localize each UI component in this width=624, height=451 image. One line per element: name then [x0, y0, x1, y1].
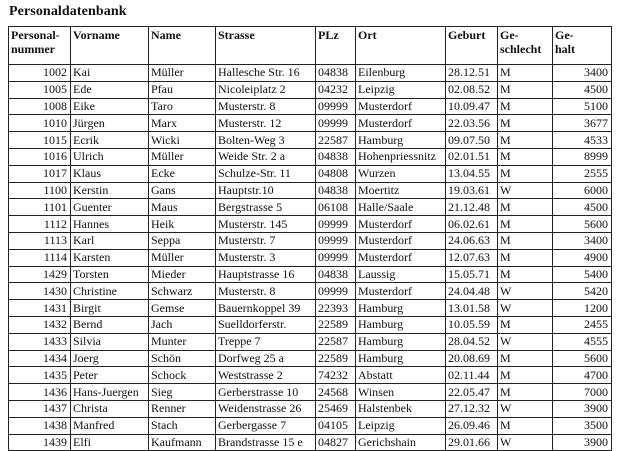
- cell-plz: 22393: [316, 300, 356, 317]
- cell-strasse: Hauptstr.10: [216, 182, 316, 199]
- cell-geschlecht: M: [498, 165, 553, 182]
- cell-vorname: Hans-Juergen: [71, 384, 149, 401]
- cell-ort: Musterdorf: [356, 216, 446, 233]
- cell-geschlecht: W: [498, 333, 553, 350]
- cell-strasse: Weide Str. 2 a: [216, 148, 316, 165]
- cell-plz: 04232: [316, 81, 356, 98]
- cell-geburt: 22.03.56: [446, 115, 498, 132]
- cell-plz: 22587: [316, 132, 356, 149]
- cell-name: Heik: [149, 216, 216, 233]
- cell-strasse: Suelldorferstr.: [216, 316, 316, 333]
- cell-geburt: 29.01.66: [446, 434, 498, 451]
- cell-gehalt: 6000: [553, 182, 612, 199]
- table-row: [9, 384, 612, 401]
- cell-plz: 04838: [316, 182, 356, 199]
- cell-plz: 09999: [316, 283, 356, 300]
- cell-geburt: 24.04.48: [446, 283, 498, 300]
- cell-ort: Musterdorf: [356, 249, 446, 266]
- cell-gehalt: 5400: [553, 266, 612, 283]
- cell-plz: 09999: [316, 249, 356, 266]
- cell-personalnummer: 1430: [9, 283, 71, 300]
- cell-name: Pfau: [149, 81, 216, 98]
- header-geschlecht-label: Ge- schlecht: [500, 28, 542, 56]
- cell-gehalt: 7000: [553, 384, 612, 401]
- cell-name: Seppa: [149, 232, 216, 249]
- cell-plz: 09999: [316, 232, 356, 249]
- cell-strasse: Musterstr. 12: [216, 115, 316, 132]
- header-strasse-label: Strasse: [218, 28, 255, 42]
- cell-strasse: Musterstr. 3: [216, 249, 316, 266]
- cell-geschlecht: M: [498, 350, 553, 367]
- table-row: [9, 434, 612, 451]
- cell-vorname: Ede: [71, 81, 149, 98]
- cell-geschlecht: M: [498, 417, 553, 434]
- cell-gehalt: 3400: [553, 65, 612, 82]
- cell-geschlecht: M: [498, 65, 553, 82]
- cell-geburt: 22.05.47: [446, 384, 498, 401]
- table-row: [9, 199, 612, 216]
- cell-personalnummer: 1436: [9, 384, 71, 401]
- cell-plz: 04827: [316, 434, 356, 451]
- cell-personalnummer: 1431: [9, 300, 71, 317]
- table-row: [9, 417, 612, 434]
- cell-plz: 04808: [316, 165, 356, 182]
- cell-strasse: Bauernkoppel 39: [216, 300, 316, 317]
- cell-vorname: Guenter: [71, 199, 149, 216]
- cell-plz: 22589: [316, 350, 356, 367]
- cell-geburt: 10.05.59: [446, 316, 498, 333]
- cell-vorname: Joerg: [71, 350, 149, 367]
- cell-vorname: Kai: [71, 65, 149, 82]
- cell-geburt: 02.08.52: [446, 81, 498, 98]
- cell-gehalt: 4500: [553, 199, 612, 216]
- cell-geschlecht: M: [498, 115, 553, 132]
- cell-plz: 24568: [316, 384, 356, 401]
- cell-vorname: Bernd: [71, 316, 149, 333]
- header-ort: [356, 27, 446, 65]
- cell-personalnummer: 1100: [9, 182, 71, 199]
- header-ort-label: Ort: [358, 28, 377, 42]
- cell-strasse: Nicoleiplatz 2: [216, 81, 316, 98]
- table-row: [9, 81, 612, 98]
- cell-geschlecht: M: [498, 232, 553, 249]
- cell-vorname: Torsten: [71, 266, 149, 283]
- cell-geschlecht: M: [498, 132, 553, 149]
- header-name: [149, 27, 216, 65]
- table-row: [9, 132, 612, 149]
- cell-name: Jach: [149, 316, 216, 333]
- cell-gehalt: 4900: [553, 249, 612, 266]
- cell-ort: Moertitz: [356, 182, 446, 199]
- cell-gehalt: 3500: [553, 417, 612, 434]
- table-row: [9, 182, 612, 199]
- cell-gehalt: 4555: [553, 333, 612, 350]
- cell-geburt: 28.12.51: [446, 65, 498, 82]
- cell-gehalt: 3400: [553, 232, 612, 249]
- cell-strasse: Schulze-Str. 11: [216, 165, 316, 182]
- cell-personalnummer: 1002: [9, 65, 71, 82]
- cell-geburt: 02.11.44: [446, 367, 498, 384]
- cell-geschlecht: M: [498, 199, 553, 216]
- table-row: [9, 333, 612, 350]
- cell-plz: 09999: [316, 98, 356, 115]
- cell-gehalt: 2555: [553, 165, 612, 182]
- cell-ort: Hamburg: [356, 333, 446, 350]
- cell-geschlecht: M: [498, 367, 553, 384]
- cell-personalnummer: 1008: [9, 98, 71, 115]
- cell-plz: 09999: [316, 115, 356, 132]
- cell-name: Munter: [149, 333, 216, 350]
- cell-geschlecht: W: [498, 300, 553, 317]
- cell-gehalt: 5600: [553, 216, 612, 233]
- cell-strasse: Musterstr. 8: [216, 98, 316, 115]
- cell-ort: Hamburg: [356, 316, 446, 333]
- cell-geburt: 19.03.61: [446, 182, 498, 199]
- table-row: [9, 249, 612, 266]
- cell-vorname: Manfred: [71, 417, 149, 434]
- cell-personalnummer: 1005: [9, 81, 71, 98]
- cell-geschlecht: M: [498, 266, 553, 283]
- cell-strasse: Bolten-Weg 3: [216, 132, 316, 149]
- cell-geburt: 12.07.63: [446, 249, 498, 266]
- header-vorname: [71, 27, 149, 65]
- cell-strasse: Hallesche Str. 16: [216, 65, 316, 82]
- table-row: [9, 316, 612, 333]
- cell-personalnummer: 1438: [9, 417, 71, 434]
- cell-plz: 25469: [316, 400, 356, 417]
- table-row: [9, 216, 612, 233]
- header-gehalt-label: Ge- halt: [555, 28, 576, 56]
- cell-geburt: 13.01.58: [446, 300, 498, 317]
- cell-name: Müller: [149, 249, 216, 266]
- cell-vorname: Christa: [71, 400, 149, 417]
- cell-strasse: Brandstrasse 15 e: [216, 434, 316, 451]
- table-row: [9, 266, 612, 283]
- cell-vorname: Silvia: [71, 333, 149, 350]
- cell-name: Schön: [149, 350, 216, 367]
- cell-geschlecht: M: [498, 384, 553, 401]
- cell-strasse: Musterstr. 7: [216, 232, 316, 249]
- cell-geschlecht: W: [498, 182, 553, 199]
- cell-personalnummer: 1112: [9, 216, 71, 233]
- cell-ort: Hohenpriessnitz: [356, 148, 446, 165]
- table-row: [9, 350, 612, 367]
- cell-ort: Musterdorf: [356, 115, 446, 132]
- page-title: Personaldatenbank: [9, 4, 127, 19]
- cell-name: Marx: [149, 115, 216, 132]
- cell-geburt: 06.02.61: [446, 216, 498, 233]
- cell-geschlecht: W: [498, 283, 553, 300]
- cell-gehalt: 5600: [553, 350, 612, 367]
- header-personalnummer: [9, 27, 71, 65]
- cell-personalnummer: 1114: [9, 249, 71, 266]
- cell-ort: Winsen: [356, 384, 446, 401]
- cell-gehalt: 3900: [553, 400, 612, 417]
- personnel-table: [8, 26, 612, 451]
- cell-gehalt: 1200: [553, 300, 612, 317]
- cell-geburt: 24.06.63: [446, 232, 498, 249]
- cell-geburt: 13.04.55: [446, 165, 498, 182]
- cell-personalnummer: 1113: [9, 232, 71, 249]
- cell-gehalt: 3677: [553, 115, 612, 132]
- cell-geschlecht: M: [498, 98, 553, 115]
- cell-plz: 22587: [316, 333, 356, 350]
- cell-gehalt: 8999: [553, 148, 612, 165]
- cell-vorname: Birgit: [71, 300, 149, 317]
- cell-name: Gemse: [149, 300, 216, 317]
- cell-vorname: Peter: [71, 367, 149, 384]
- cell-name: Müller: [149, 65, 216, 82]
- cell-geschlecht: M: [498, 249, 553, 266]
- header-plz-label: PLz: [318, 28, 339, 42]
- cell-plz: 22589: [316, 316, 356, 333]
- cell-strasse: Treppe 7: [216, 333, 316, 350]
- cell-name: Gans: [149, 182, 216, 199]
- cell-name: Taro: [149, 98, 216, 115]
- header-row: [9, 27, 612, 65]
- cell-ort: Hamburg: [356, 132, 446, 149]
- cell-personalnummer: 1015: [9, 132, 71, 149]
- cell-geschlecht: M: [498, 216, 553, 233]
- cell-personalnummer: 1429: [9, 266, 71, 283]
- cell-personalnummer: 1432: [9, 316, 71, 333]
- cell-geburt: 09.07.50: [446, 132, 498, 149]
- header-strasse: [216, 27, 316, 65]
- cell-vorname: Jürgen: [71, 115, 149, 132]
- cell-ort: Halle/Saale: [356, 199, 446, 216]
- cell-personalnummer: 1434: [9, 350, 71, 367]
- table-row: [9, 165, 612, 182]
- cell-name: Schwarz: [149, 283, 216, 300]
- cell-geburt: 27.12.32: [446, 400, 498, 417]
- table-row: [9, 283, 612, 300]
- cell-geburt: 10.09.47: [446, 98, 498, 115]
- cell-geburt: 15.05.71: [446, 266, 498, 283]
- table-body: [9, 65, 612, 451]
- cell-gehalt: 4533: [553, 132, 612, 149]
- cell-gehalt: 4700: [553, 367, 612, 384]
- cell-plz: 09999: [316, 216, 356, 233]
- cell-vorname: Christine: [71, 283, 149, 300]
- cell-geschlecht: M: [498, 148, 553, 165]
- header-geburt-label: Geburt: [448, 28, 486, 42]
- cell-vorname: Kerstin: [71, 182, 149, 199]
- cell-ort: Laussig: [356, 266, 446, 283]
- cell-ort: Hamburg: [356, 350, 446, 367]
- cell-vorname: Karl: [71, 232, 149, 249]
- cell-vorname: Hannes: [71, 216, 149, 233]
- cell-personalnummer: 1435: [9, 367, 71, 384]
- cell-name: Maus: [149, 199, 216, 216]
- cell-strasse: Bergstrasse 5: [216, 199, 316, 216]
- cell-personalnummer: 1101: [9, 199, 71, 216]
- cell-strasse: Musterstr. 145: [216, 216, 316, 233]
- cell-plz: 06108: [316, 199, 356, 216]
- cell-strasse: Hauptstrasse 16: [216, 266, 316, 283]
- cell-gehalt: 5100: [553, 98, 612, 115]
- cell-name: Stach: [149, 417, 216, 434]
- cell-ort: Musterdorf: [356, 283, 446, 300]
- table-row: [9, 367, 612, 384]
- cell-ort: Leipzig: [356, 417, 446, 434]
- cell-plz: 74232: [316, 367, 356, 384]
- cell-name: Ecke: [149, 165, 216, 182]
- header-geburt: [446, 27, 498, 65]
- cell-personalnummer: 1017: [9, 165, 71, 182]
- cell-geschlecht: W: [498, 434, 553, 451]
- cell-gehalt: 2455: [553, 316, 612, 333]
- header-geschlecht: [498, 27, 553, 65]
- cell-ort: Hamburg: [356, 300, 446, 317]
- cell-geschlecht: W: [498, 400, 553, 417]
- cell-personalnummer: 1010: [9, 115, 71, 132]
- cell-ort: Gerichshain: [356, 434, 446, 451]
- table-row: [9, 115, 612, 132]
- cell-strasse: Gerbergasse 7: [216, 417, 316, 434]
- header-gehalt: [553, 27, 612, 65]
- cell-ort: Halstenbek: [356, 400, 446, 417]
- cell-geschlecht: M: [498, 81, 553, 98]
- header-vorname-label: Vorname: [73, 28, 120, 42]
- cell-gehalt: 3900: [553, 434, 612, 451]
- table-row: [9, 300, 612, 317]
- header-personalnummer-label: Personal- nummer: [11, 28, 60, 56]
- cell-geburt: 28.04.52: [446, 333, 498, 350]
- cell-name: Renner: [149, 400, 216, 417]
- cell-geburt: 21.12.48: [446, 199, 498, 216]
- header-plz: [316, 27, 356, 65]
- cell-plz: 04838: [316, 266, 356, 283]
- cell-geburt: 20.08.69: [446, 350, 498, 367]
- cell-name: Kaufmann: [149, 434, 216, 451]
- cell-vorname: Karsten: [71, 249, 149, 266]
- cell-name: Schock: [149, 367, 216, 384]
- table-row: [9, 98, 612, 115]
- cell-name: Wicki: [149, 132, 216, 149]
- cell-personalnummer: 1016: [9, 148, 71, 165]
- cell-geburt: 26.09.46: [446, 417, 498, 434]
- cell-plz: 04838: [316, 65, 356, 82]
- cell-personalnummer: 1433: [9, 333, 71, 350]
- cell-ort: Wurzen: [356, 165, 446, 182]
- cell-name: Mieder: [149, 266, 216, 283]
- cell-strasse: Gerberstrasse 10: [216, 384, 316, 401]
- cell-strasse: Weidenstrasse 26: [216, 400, 316, 417]
- cell-plz: 04105: [316, 417, 356, 434]
- table-row: [9, 400, 612, 417]
- cell-ort: Musterdorf: [356, 98, 446, 115]
- cell-gehalt: 5420: [553, 283, 612, 300]
- cell-name: Sieg: [149, 384, 216, 401]
- table-row: [9, 232, 612, 249]
- cell-gehalt: 4500: [553, 81, 612, 98]
- cell-vorname: Eike: [71, 98, 149, 115]
- cell-strasse: Weststrasse 2: [216, 367, 316, 384]
- cell-vorname: Elfi: [71, 434, 149, 451]
- cell-vorname: Ecrik: [71, 132, 149, 149]
- cell-vorname: Ulrich: [71, 148, 149, 165]
- cell-strasse: Dorfweg 25 a: [216, 350, 316, 367]
- cell-ort: Musterdorf: [356, 232, 446, 249]
- cell-ort: Eilenburg: [356, 65, 446, 82]
- cell-plz: 04838: [316, 148, 356, 165]
- cell-ort: Abstatt: [356, 367, 446, 384]
- table-row: [9, 148, 612, 165]
- cell-personalnummer: 1437: [9, 400, 71, 417]
- cell-personalnummer: 1439: [9, 434, 71, 451]
- cell-ort: Leipzig: [356, 81, 446, 98]
- cell-geschlecht: M: [498, 316, 553, 333]
- cell-name: Müller: [149, 148, 216, 165]
- cell-geburt: 02.01.51: [446, 148, 498, 165]
- cell-vorname: Klaus: [71, 165, 149, 182]
- table-row: [9, 65, 612, 82]
- header-name-label: Name: [151, 28, 181, 42]
- cell-strasse: Musterstr. 8: [216, 283, 316, 300]
